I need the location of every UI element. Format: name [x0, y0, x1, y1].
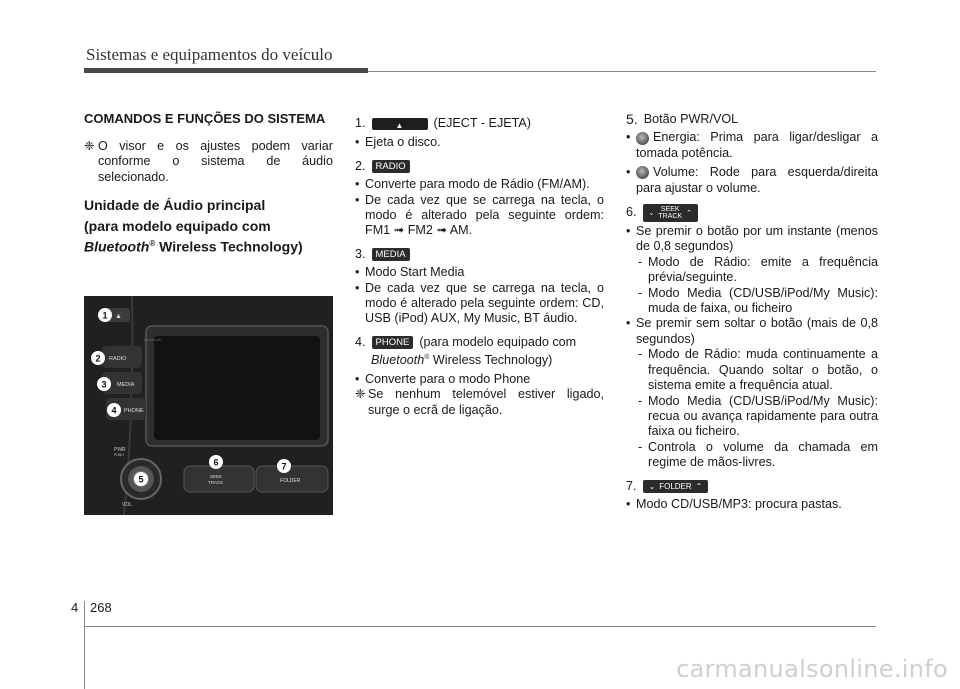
photo-label-media: MEDIA	[117, 382, 135, 388]
item-4-label-cont	[355, 350, 604, 369]
eject-button-icon	[372, 118, 428, 130]
item-7-text-1: Modo CD/USB/MP3: procura pastas.	[636, 496, 842, 511]
bullet-mark: •	[355, 135, 360, 150]
item-5-header	[626, 112, 878, 127]
subheading-model-line1: (para modelo equipado com	[84, 218, 271, 235]
photo-label-folder: FOLDER	[280, 478, 301, 484]
photo-label-track: TRACK	[208, 480, 224, 485]
item-6-dash-text-4: Modo Media (CD/USB/iPod/My Music): recua ou avança rapidamente para outra faixa ou ficheiro.	[648, 393, 878, 439]
photo-label-phone: PHONE	[124, 408, 144, 414]
item-1-number: 1.	[355, 116, 366, 130]
item-1-header	[355, 116, 604, 131]
item-2-header	[355, 159, 604, 174]
section-heading: COMANDOS E FUNÇÕES DO SISTEMA	[84, 111, 326, 126]
dash-mark: -	[638, 254, 643, 269]
item-6-bullet-2	[626, 316, 878, 347]
bullet-mark: •	[355, 192, 360, 207]
folder-label: FOLDER	[659, 481, 692, 491]
callout-5: 5	[138, 474, 144, 485]
column-1	[84, 111, 333, 256]
item-6-dash-2	[626, 286, 878, 317]
bullet-mark: •	[626, 224, 631, 239]
item-7-number: 7.	[626, 478, 637, 493]
subheading-main-unit: Unidade de Áudio principal	[84, 197, 266, 214]
item-4-bullet-1	[355, 372, 604, 387]
item-4-label-rest: Wireless Technology)	[429, 353, 553, 368]
item-6-dash-text-1: Modo de Rádio: emite a frequência prévia/seguinte.	[648, 254, 878, 285]
bullet-mark: •	[626, 496, 631, 511]
photo-label-pwr: PWR	[114, 447, 126, 453]
footer-rule	[84, 626, 876, 627]
photo-label-vol: VOL	[122, 502, 133, 508]
audio-unit-photo	[84, 296, 333, 515]
item-2-bullet-2	[355, 193, 604, 239]
folder-button-icon	[643, 480, 709, 493]
bullet-mark: •	[626, 316, 631, 331]
item-2-text-2: De cada vez que se carrega na tecla, o modo é alterado pela seguinte ordem: FM1 ➟ FM2 ➟ AM.	[365, 192, 604, 238]
registered-mark: ®	[424, 354, 430, 362]
photo-label-seek: SEEK	[210, 474, 223, 479]
registered-mark: ®	[149, 239, 156, 249]
item-3-text-2: De cada vez que se carrega na tecla, o modo é alterado pela seguinte ordem: CD, USB (iPod) AUX, My Music, BT áudio.	[365, 280, 604, 326]
chevron-down-icon: ⌄	[648, 481, 656, 491]
note	[84, 139, 333, 185]
item-6-header	[626, 204, 878, 222]
item-5-text-2: Volume: Rode para esquerda/direita para ajustar o volume.	[636, 165, 878, 195]
item-1-label: (EJECT - EJETA)	[433, 116, 532, 130]
note-mark: ❈	[355, 387, 366, 402]
footer-divider	[84, 601, 85, 689]
svg-text:▲: ▲	[115, 313, 122, 320]
dash-mark: -	[638, 285, 643, 300]
item-7-bullet-1	[626, 497, 878, 512]
item-5-number: 5.	[626, 111, 638, 127]
column-2	[355, 116, 604, 418]
header-rule	[368, 71, 876, 72]
dash-mark: -	[638, 439, 643, 454]
note-text: O visor e os ajustes podem variar conforme o sistema de áudio selecionado.	[98, 139, 333, 184]
pwr-knob-icon	[636, 132, 649, 145]
bullet-mark: •	[626, 130, 631, 145]
item-6-dash-text-2: Modo Media (CD/USB/iPod/My Music): muda de faixa, ou ficheiro	[648, 285, 878, 316]
bullet-mark: •	[355, 265, 360, 280]
seek-track-button-icon	[643, 204, 698, 222]
item-6-dash-1	[626, 255, 878, 286]
note-mark: ❈	[84, 139, 95, 153]
item-3-header	[355, 247, 604, 262]
column-3	[626, 112, 878, 512]
subheading-model	[84, 218, 333, 256]
dash-mark: -	[638, 347, 643, 362]
callout-4: 4	[111, 405, 117, 416]
callout-6: 6	[213, 457, 219, 468]
chapter-number: 4	[71, 600, 79, 615]
callout-3: 3	[101, 379, 107, 390]
item-6-dash-text-3: Modo de Rádio: muda continuamente a frequência. Quando soltar o botão, o sistema emite a frequência atual.	[648, 347, 878, 393]
item-4-text-1: Converte para o modo Phone	[365, 371, 531, 386]
chevron-down-icon: ⌄	[648, 209, 655, 217]
bullet-mark: •	[355, 371, 360, 386]
header-bar	[84, 68, 368, 73]
item-2-text-1: Converte para modo de Rádio (FM/AM).	[365, 177, 590, 192]
seek-label: SEEK	[660, 206, 680, 214]
item-4-number: 4.	[355, 334, 366, 349]
item-5-bullet-2	[626, 165, 878, 196]
item-6-dash-4	[626, 394, 878, 440]
page-number: 268	[90, 600, 112, 615]
item-6-text-1: Se premir o botão por um instante (menos de 0,8 segundos)	[636, 224, 878, 254]
chevron-up-icon: ⌃	[686, 209, 692, 217]
subheading-model-rest: Wireless Technology)	[155, 238, 303, 255]
item-4-label: (para modelo equipado com	[419, 334, 577, 349]
item-3-number: 3.	[355, 246, 366, 261]
watermark: carmanualsonline.info	[676, 655, 948, 683]
track-label: TRACK	[658, 213, 683, 221]
item-6-dash-5	[626, 440, 878, 471]
item-4-note-text: Se nenhum telemóvel estiver ligado, surge o ecrã de ligação.	[368, 387, 604, 417]
chevron-up-icon: ⌃	[695, 481, 703, 491]
bluetooth-word: Bluetooth	[371, 353, 425, 368]
bullet-mark: •	[355, 280, 360, 295]
item-5-title: Botão PWR/VOL	[643, 112, 739, 126]
item-7-header	[626, 479, 878, 494]
item-6-bullet-1	[626, 224, 878, 255]
item-2-bullet-1	[355, 177, 604, 192]
item-1-text: Ejeta o disco.	[365, 135, 441, 150]
callout-2: 2	[95, 353, 101, 364]
vol-knob-icon	[636, 166, 649, 179]
item-6-dash-3	[626, 347, 878, 393]
svg-text:Bluetooth: Bluetooth	[144, 337, 161, 342]
item-3-bullet-1	[355, 265, 604, 280]
item-4-header	[355, 335, 604, 350]
bullet-mark: •	[626, 165, 631, 180]
item-1-bullet	[355, 135, 604, 150]
phone-button-icon: PHONE	[372, 336, 414, 349]
item-5-bullet-1	[626, 130, 878, 161]
item-2-number: 2.	[355, 158, 366, 173]
item-3-bullet-2	[355, 281, 604, 327]
bluetooth-word: Bluetooth	[84, 238, 150, 255]
item-6-text-2: Se premir sem soltar o botão (mais de 0,8 segundos)	[636, 316, 878, 346]
callout-1: 1	[102, 310, 108, 321]
item-3-text-1: Modo Start Media	[365, 265, 465, 280]
callout-7: 7	[281, 461, 287, 472]
photo-label-radio: RADIO	[109, 356, 127, 362]
media-button-icon: MEDIA	[372, 248, 410, 261]
dash-mark: -	[638, 393, 643, 408]
item-6-number: 6.	[626, 205, 637, 220]
page-header-title: Sistemas e equipamentos do veículo	[86, 45, 333, 64]
photo-label-push: PUSH	[114, 453, 124, 457]
item-6-dash-text-5: Controla o volume da chamada em regime de mãos-livres.	[648, 439, 878, 470]
item-5-text-1: Energia: Prima para ligar/desligar a tomada potência.	[636, 130, 878, 160]
bullet-mark: •	[355, 177, 360, 192]
radio-button-icon: RADIO	[372, 160, 410, 173]
item-4-note	[355, 387, 604, 418]
